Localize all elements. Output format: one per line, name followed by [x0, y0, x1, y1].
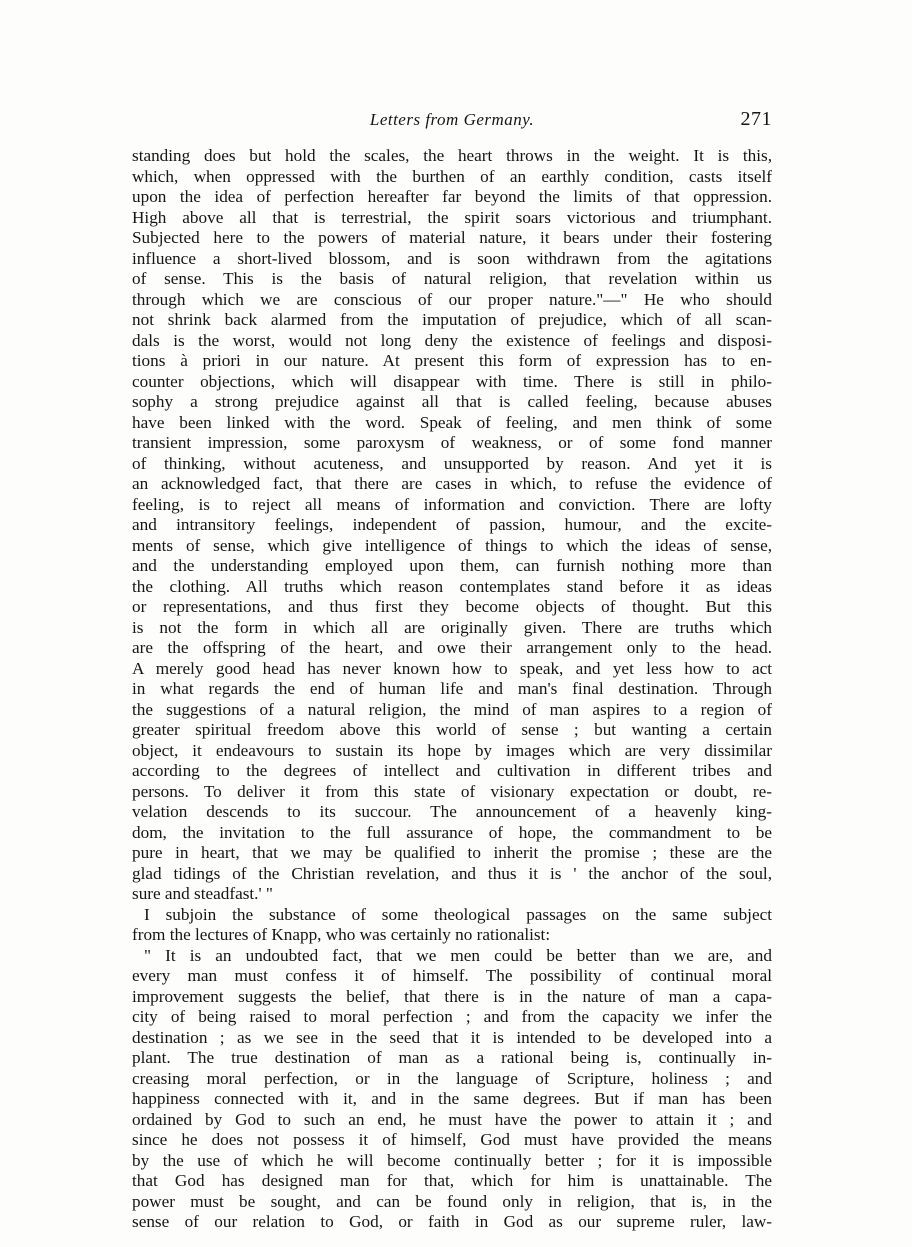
text-line: of sense. This is the basis of natural religion, that revelation within us	[132, 269, 772, 288]
text-line: sophy a strong prejudice against all that is called feeling, because abuses	[132, 392, 772, 411]
text-line: glad tidings of the Christian revelation, and thus it is ' the anchor of the soul,	[132, 863, 772, 883]
text-line: persons. To deliver it from this state of visionary expectation or doubt, re-	[132, 781, 772, 801]
text-line: and intransitory feelings, independent of passion, humour, and the excite-	[132, 515, 772, 534]
text-line: city of being raised to moral perfection ; and from the capacity we infer the	[132, 1007, 772, 1026]
text-line: I subjoin the substance of some theological passages on the same subject	[144, 904, 772, 924]
text-line: through which we are conscious of our proper nature."—" He who should	[132, 289, 772, 309]
text-line: and the understanding employed upon them, can furnish nothing more than	[132, 556, 772, 575]
text-line: or representations, and thus first they become objects of thought. But this	[132, 597, 772, 616]
text-line: the suggestions of a natural religion, the mind of man aspires to a region of	[132, 699, 772, 719]
text-line: every man must confess it of himself. The possibility of continual moral	[132, 966, 772, 985]
text-line: Subjected here to the powers of material nature, it bears under their fostering	[132, 228, 772, 247]
text-line: sure and steadfast.' "	[132, 884, 273, 903]
text-line: greater spiritual freedom above this world of sense ; but wanting a certain	[132, 720, 772, 739]
page-header	[132, 110, 772, 140]
text-line: improvement suggests the belief, that there is in the nature of man a capa-	[132, 986, 772, 1006]
text-line: plant. The true destination of man as a rational being is, continually in-	[132, 1048, 772, 1067]
text-line: by the use of which he will become continually better ; for it is impossible	[132, 1150, 772, 1170]
text-line: tions à priori in our nature. At present this form of expression has to en-	[132, 351, 772, 370]
text-line: counter objections, which will disappear with time. There is still in philo-	[132, 371, 772, 391]
text-line: have been linked with the word. Speak of feeling, and men think of some	[132, 412, 772, 432]
text-line: upon the idea of perfection hereafter far beyond the limits of that oppression.	[132, 187, 772, 206]
text-line: is not the form in which all are originally given. There are truths which	[132, 617, 772, 637]
text-line: feeling, is to reject all means of information and conviction. There are lofty	[132, 494, 772, 514]
text-line: pure in heart, that we may be qualified to inherit the promise ; these are the	[132, 843, 772, 862]
page-number: 271	[740, 108, 772, 130]
text-line: that God has designed man for that, which for him is unattainable. The	[132, 1171, 772, 1190]
text-line: from the lectures of Knapp, who was certainly no rationalist:	[132, 925, 551, 944]
text-line: power must be sought, and can be found only in religion, that is, in the	[132, 1191, 772, 1211]
text-line: High above all that is terrestrial, the spirit soars victorious and triumphant.	[132, 207, 772, 227]
text-line: since he does not possess it of himself, God must have provided the means	[132, 1130, 772, 1149]
text-line: A merely good head has never known how to speak, and yet less how to act	[132, 658, 772, 678]
text-line: " It is an undoubted fact, that we men could be better than we are, and	[144, 945, 772, 965]
text-line: not shrink back alarmed from the imputation of prejudice, which of all scan-	[132, 310, 772, 329]
text-line: are the offspring of the heart, and owe their arrangement only to the head.	[132, 638, 772, 657]
body-text	[132, 146, 772, 1233]
text-line: an acknowledged fact, that there are cases in which, to refuse the evidence of	[132, 474, 772, 493]
text-line: creasing moral perfection, or in the language of Scripture, holiness ; and	[132, 1068, 772, 1088]
text-line: standing does but hold the scales, the heart throws in the weight. It is this,	[132, 146, 772, 165]
text-line: in what regards the end of human life and man's final destination. Through	[132, 679, 772, 698]
text-line: of thinking, without acuteness, and unsupported by reason. And yet it is	[132, 453, 772, 473]
text-line: dals is the worst, would not long deny the existence of feelings and disposi-	[132, 330, 772, 350]
text-line: ments of sense, which give intelligence of things to which the ideas of sense,	[132, 535, 772, 555]
text-line: according to the degrees of intellect and cultivation in different tribes and	[132, 761, 772, 780]
text-line: ordained by God to such an end, he must have the power to attain it ; and	[132, 1109, 772, 1129]
text-line: sense of our relation to God, or faith in God as our supreme ruler, law-	[132, 1212, 772, 1231]
text-line: happiness connected with it, and in the same degrees. But if man has been	[132, 1089, 772, 1108]
text-line: the clothing. All truths which reason contemplates stand before it as ideas	[132, 576, 772, 596]
text-line: object, it endeavours to sustain its hope by images which are very dissimilar	[132, 740, 772, 760]
running-title: Letters from Germany.	[369, 110, 535, 129]
text-line: influence a short-lived blossom, and is soon withdrawn from the agitations	[132, 248, 772, 268]
text-line: velation descends to its succour. The announcement of a heavenly king-	[132, 802, 772, 821]
text-line: which, when oppressed with the burthen of an earthly condition, casts itself	[132, 166, 772, 186]
text-line: transient impression, some paroxysm of weakness, or of some fond manner	[132, 433, 772, 452]
text-line: dom, the invitation to the full assurance of hope, the commandment to be	[132, 822, 772, 842]
text-line: destination ; as we see in the seed that it is intended to be developed into a	[132, 1027, 772, 1047]
